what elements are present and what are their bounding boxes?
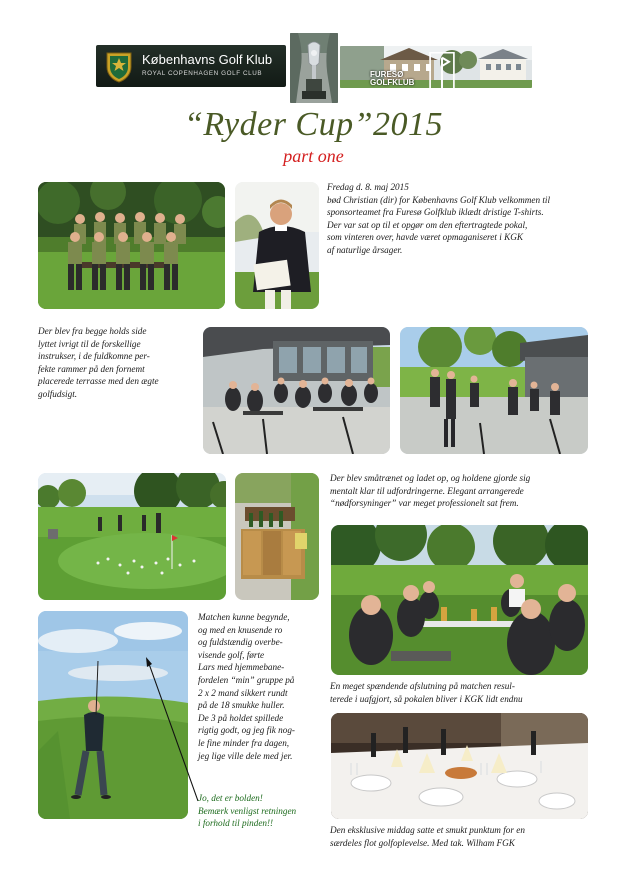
fgk-name-line1: FURESØ: [370, 70, 404, 79]
match-line: Matchen kunne begynde,: [198, 612, 290, 622]
ball-caption-line: Bemærk venligst retningen: [198, 805, 297, 816]
terrace-line: fekte rammer på den fornemt: [38, 363, 145, 374]
putting-green-photo: [38, 473, 226, 600]
match-line: 2 x 2 mand sikkert rundt: [198, 687, 288, 698]
match-result-photo: [331, 525, 588, 675]
match-line: på de 18 smukke huller.: [198, 700, 285, 711]
ball-caption-line: i forhold til pinden!!: [198, 818, 274, 829]
fgk-club-name: [370, 71, 414, 87]
match-text: [198, 611, 295, 762]
intro-line: som vinteren over, havde været opmaganiseret i KGK: [327, 232, 523, 243]
trophy-icon: [290, 33, 338, 103]
dinner-line: særdeles flot golfoplevelse. Med tak. Wilham FGK: [330, 837, 515, 848]
match-line: jeg lige ville dele med jer.: [198, 750, 293, 761]
terrace-text: [38, 325, 159, 401]
intro-line: sponsorteamet fra Furesø Golfklub iklædt dristige T-shirts.: [327, 207, 544, 218]
warmup-line: mentalt klar til udfordringerne. Elegant arrangerede: [330, 485, 524, 496]
ball-caption: [198, 792, 296, 830]
terrace-line: Der blev fra begge holds side: [38, 326, 147, 336]
intro-line: bød Christian (dir) for Københavns Golf Klub velkommen til: [327, 194, 551, 205]
match-line: rigtig godt, og jeg fik nog-: [198, 725, 295, 736]
christian-welcome-photo: [235, 182, 319, 309]
match-line: De 3 på holdet spillede: [198, 712, 284, 723]
team-group-photo: [38, 182, 225, 309]
match-line: Lars med hjemmebane-: [198, 662, 285, 673]
terrace-briefing-photo: [203, 327, 390, 454]
page-title: “Ryder Cup”2015: [183, 106, 444, 143]
result-line: terede i uafgjort, så pokalen bliver i KGK lidt endnu: [330, 693, 523, 704]
fgk-name-line2: GOLFKLUB: [370, 78, 415, 87]
terrace-line: lyttet ivrigt til de forskellige: [38, 338, 141, 349]
terrace-line: golfudsigt.: [38, 388, 78, 399]
direction-arrow-icon: [144, 655, 204, 805]
refreshments-photo: [235, 473, 319, 600]
terrace-outdoor-photo: [400, 327, 588, 454]
page-subtitle: part one: [283, 146, 344, 166]
intro-text: [327, 181, 550, 257]
trophy-photo: [290, 33, 338, 103]
intro-line: af naturlige årsager.: [327, 244, 403, 255]
warmup-line: “nødforsyninger” var meget professionelt sat frem.: [330, 498, 519, 509]
fgk-logo-banner: [340, 46, 532, 88]
kgk-crest-icon: [104, 50, 134, 83]
intro-line: Fredag d. 8. maj 2015: [327, 182, 409, 192]
terrace-line: instrukser, i de fuldkomne per-: [38, 351, 150, 362]
result-line: En meget spændende afslutning på matchen resul-: [330, 681, 515, 691]
match-line: fordelen “min” gruppe på: [198, 674, 295, 685]
match-line: og med en knusende ro: [198, 624, 283, 635]
warmup-text: [330, 472, 530, 510]
result-text: [330, 680, 523, 705]
dinner-table-photo: [331, 713, 588, 819]
ball-caption-line: Jo, det er bolden!: [198, 793, 263, 803]
dinner-text: [330, 824, 525, 849]
intro-line: Der var sat op til et opgør om den eftertragtede pokal,: [327, 219, 528, 230]
kgk-logo-banner: [96, 45, 286, 87]
warmup-line: Der blev småtrænet og ladet op, og holdene gjorde sig: [330, 473, 531, 483]
terrace-line: placerede terrasse med den ægte: [38, 376, 159, 387]
kgk-club-subtitle: ROYAL COPENHAGEN GOLF CLUB: [142, 70, 263, 77]
dinner-line: Den eksklusive middag satte et smukt punktum for en: [330, 825, 525, 835]
match-line: visende golf, førte: [198, 649, 265, 660]
match-line: og fuldstændig overbe-: [198, 637, 283, 648]
match-line: le fine minder fra dagen,: [198, 737, 290, 748]
kgk-club-name: Københavns Golf Klub: [142, 52, 273, 67]
